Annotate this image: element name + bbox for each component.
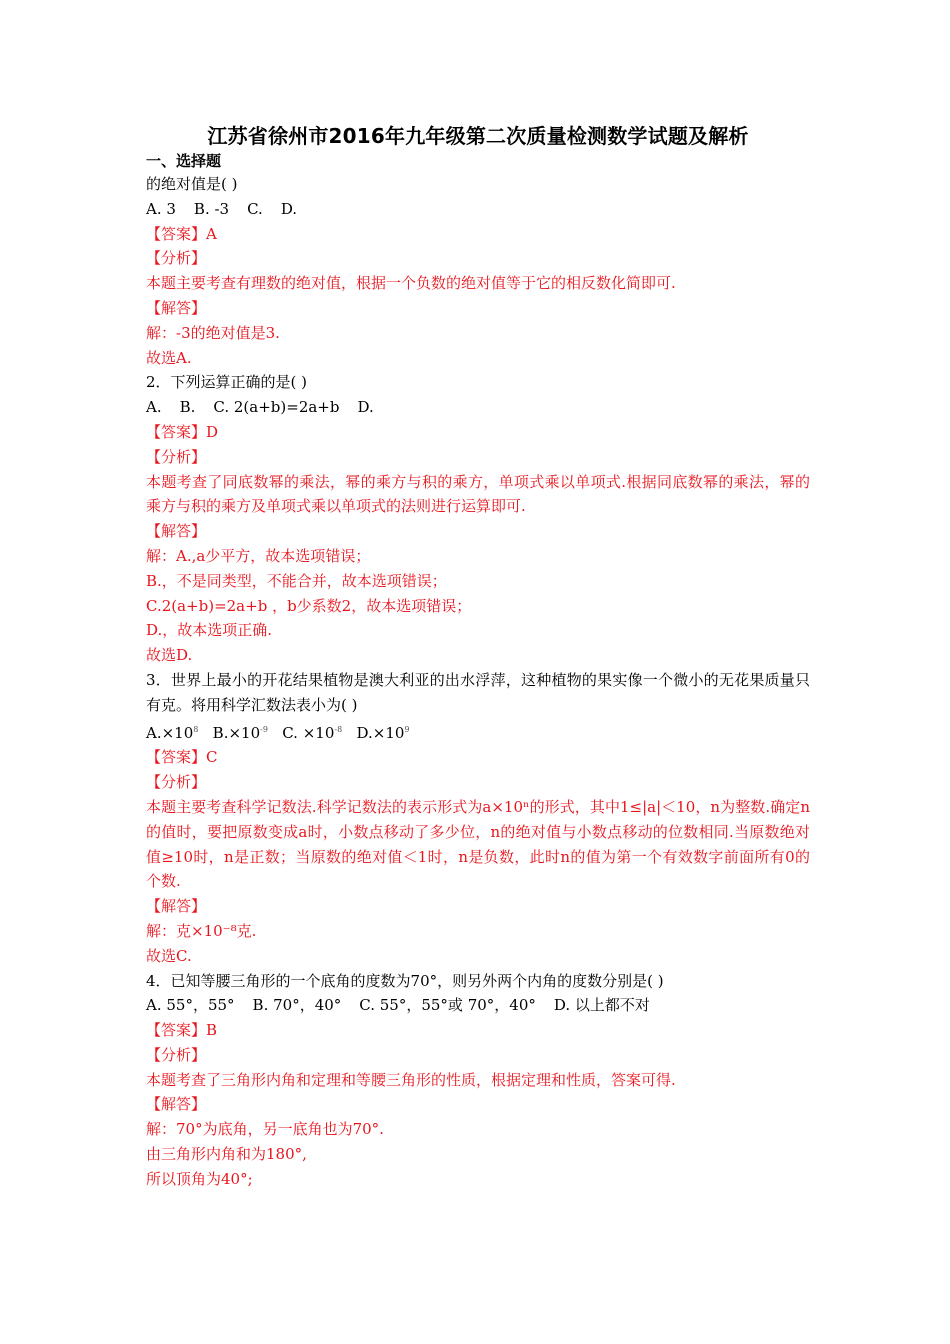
q3-analysis: 本题主要考查科学记数法.科学记数法的表示形式为a×10ⁿ的形式，其中1≤|a|＜10，n为整数.确定n的值时，要把原数变成a时，小数点移动了多少位，n的绝对值与小数点移动的位数相同.当原数绝对值≥10时，n是正数；当原数的绝对值＜1时，n是负数，此时n的值为第一个有效数字前面所有0的个数. [146,797,810,891]
q3-answer: 【答案】C [146,748,218,767]
question-2 [146,370,810,668]
q3-option-c-exponent: -8 [334,724,343,734]
q3-solution-head: 【解答】 [146,897,207,916]
q4-options [146,993,810,1018]
document-title: 江苏省徐州市2016年九年级第二次质量检测数学试题及解析 [207,124,749,148]
q4-analysis: 本题考查了三角形内角和定理和等腰三角形的性质，根据定理和性质，答案可得. [146,1070,676,1089]
q3-option-b-text: B.×10 [212,723,261,742]
q2-option-d: D. [357,398,374,417]
q4-option-d: D. 以上都不对 [553,996,650,1015]
q2-solution-line: B.，不是同类型，不能合并，故本选项错误； [146,571,447,590]
q1-option-b: B. -3 [193,199,230,218]
q3-option-b [213,724,268,742]
q3-analysis-head: 【分析】 [146,773,207,792]
section-heading: 一、选择题 [146,152,222,170]
question-4 [146,969,810,1192]
q1-analysis-head: 【分析】 [146,249,207,268]
q2-analysis-head: 【分析】 [146,447,207,466]
q4-solution-line: 由三角形内角和为180°, [146,1145,307,1164]
q4-answer: 【答案】B [146,1021,218,1040]
q3-option-d-text: D.×10 [356,723,405,742]
q3-stem: 3．世界上最小的开花结果植物是澳大利亚的出水浮萍，这种植物的果实像一个微小的无花果质量只有克。将用科学汇数法表小为( ) [146,670,810,714]
q4-stem: 4．已知等腰三角形的一个底角的度数为70°，则另外两个内角的度数分别是( ) [146,971,664,990]
q2-analysis: 本题考查了同底数幂的乘法，幂的乘方与积的乘方，单项式乘以单项式.根据同底数幂的乘法，幂的乘方与积的乘方及单项式乘以单项式的法则进行运算即可. [146,472,810,516]
q2-option-b: B. [179,398,196,417]
q4-solution-head: 【解答】 [146,1095,207,1114]
q3-option-c [282,724,342,742]
q4-option-b: B. 70°，40° [252,996,342,1015]
q3-option-b-exponent: -9 [260,724,268,734]
question-1 [146,172,810,370]
q1-stem: 的绝对值是( ) [146,175,238,193]
q1-option-d: D. [280,199,298,218]
question-3 [146,668,810,969]
q2-solution-head: 【解答】 [146,522,207,541]
q1-analysis: 本题主要考查有理数的绝对值，根据一个负数的绝对值等于它的相反数化简即可. [146,274,676,293]
q1-options [146,197,810,222]
q2-solution-line: D.，故本选项正确. [146,621,273,640]
q1-option-c: C. [247,199,263,218]
q2-solution-line: C.2(a+b)=2a+b ，b少系数2，故本选项错误； [146,596,472,615]
q3-option-a-text: A.×10 [146,723,194,742]
q3-options [146,718,810,746]
q2-option-c: C. 2(a+b)=2a+b [213,398,340,417]
q2-options [146,395,810,420]
q3-option-c-text: C. ×10 [282,723,335,742]
q4-solution-line: 所以顶角为40°; [146,1169,253,1188]
q4-solution-line: 解：70°为底角，另一底角也为70°. [146,1120,384,1139]
q2-solution-line: 解：A.,a少平方，故本选项错误； [146,546,371,565]
q2-answer: 【答案】D [146,422,219,441]
q3-solution-line: 解：克×10⁻⁸克. [146,921,257,940]
q3-option-d [356,724,409,742]
q2-solution-line: 故选D. [146,646,193,665]
q2-stem: 2．下列运算正确的是( ) [146,373,308,392]
q1-option-a: A. 3 [146,199,176,218]
q2-option-a: A. [146,398,162,417]
q3-option-d-exponent: 9 [404,724,410,734]
q1-solution-line: 解：-3的绝对值是3. [146,323,280,342]
q4-analysis-head: 【分析】 [146,1045,207,1064]
q3-option-a [146,724,198,742]
document-page [146,122,810,1192]
q4-option-c: C. 55°，55°或 70°，40° [359,996,536,1015]
q4-option-a: A. 55°，55° [146,996,235,1015]
q1-answer: 【答案】A [146,224,217,243]
q1-solution-line: 故选A. [146,348,192,367]
q3-solution-line: 故选C. [146,946,192,965]
q3-option-a-exponent: 8 [193,724,199,734]
q1-solution-head: 【解答】 [146,298,207,317]
